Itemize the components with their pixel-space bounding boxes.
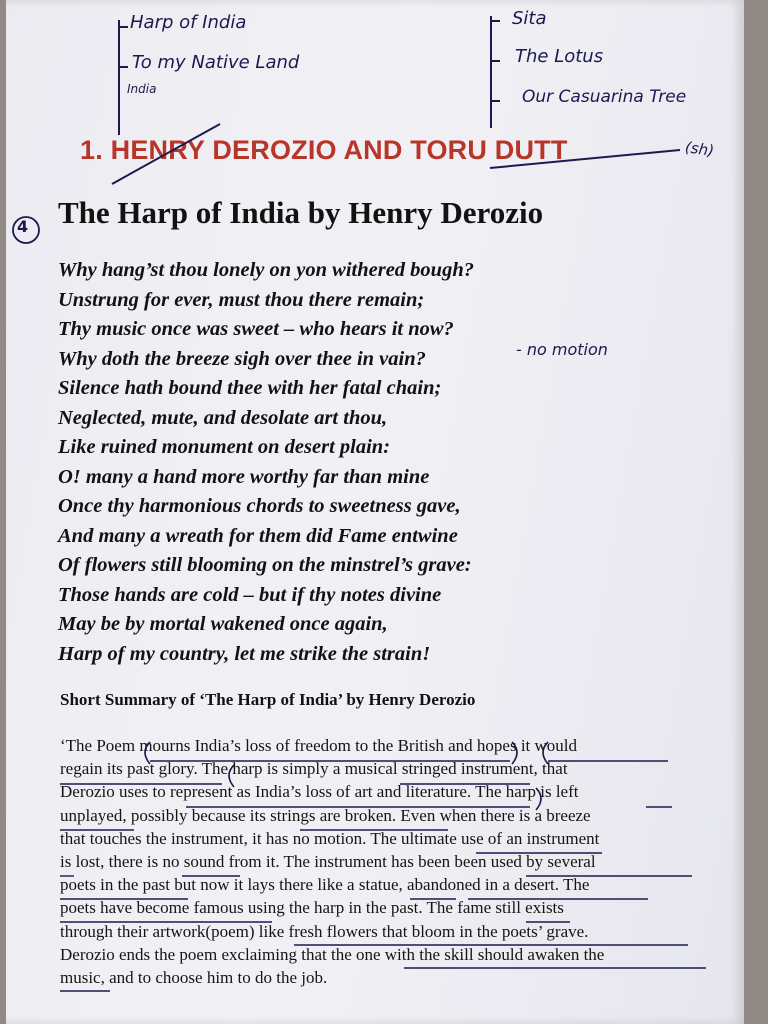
summary-line: regain its past glory. The harp is simply a musical stringed instrument, that [60, 759, 568, 779]
poem-line: Silence hath bound thee with her fatal chain; [58, 377, 442, 399]
star-mark: 4 [17, 217, 29, 236]
poem-line: Harp of my country, let me strike the strain! [58, 642, 431, 665]
right-bracket-tick [490, 20, 500, 22]
poem-title: The Harp of India by Henry Derozio [58, 195, 544, 230]
right-bracket-tick [490, 60, 500, 62]
note-harp-of-india: Harp of India [130, 12, 247, 33]
poem-line: May be by mortal wakened once again, [58, 613, 388, 635]
note-india: India [127, 82, 157, 96]
poem-line: Once thy harmonious chords to sweetness gave, [58, 495, 461, 517]
right-bracket-line [490, 16, 492, 128]
poem-line: Thy music once was sweet – who hears it now? [58, 318, 454, 340]
summary-line: ‘The Poem mourns India’s loss of freedom to the British and hopes it would [60, 736, 578, 755]
poem-line: And many a wreath for them did Fame entwine [58, 524, 458, 547]
poem-line: Why hang’st thou lonely on yon withered bough? [58, 259, 474, 281]
note-to-my-native-land: To my Native Land [132, 52, 300, 73]
summary-heading: Short Summary of ‘The Harp of India’ by Henry Derozio [60, 690, 476, 709]
summary-line: is lost, there is no sound from it. The instrument has been been used by several [60, 852, 596, 872]
note-sita: Sita [512, 8, 547, 29]
right-bracket-tick [490, 100, 500, 102]
poem-line: O! many a hand more worthy far than mine [58, 465, 430, 488]
summary-body [60, 734, 710, 989]
summary-line: Derozio uses to represent as India’s loss of art and literature. The harp is left [60, 782, 579, 802]
left-bracket-tick [118, 26, 128, 28]
poem-line: Unstrung for ever, must thou there remain; [58, 288, 425, 311]
summary-line: unplayed, possibly because its strings are broken. Even when there is a breeze [60, 805, 591, 825]
note-no-motion: - no motion [516, 340, 608, 359]
poem-line: Of flowers still blooming on the minstrel’s grave: [58, 554, 472, 576]
left-bracket-tick [118, 66, 128, 68]
chapter-heading: 1. HENRY DEROZIO AND TORU DUTT [80, 135, 568, 165]
note-heading-suffix: (sh) [683, 138, 716, 160]
summary-line: poets in the past but now it lays there like a statue, abandoned in a desert. The [60, 875, 590, 895]
note-our-casuarina-tree: Our Casuarina Tree [522, 87, 687, 107]
poem-line: Like ruined monument on desert plain: [58, 436, 391, 458]
summary-line: music, and to choose him to do the job. [60, 968, 328, 988]
summary-line: Derozio ends the poem exclaiming that the one with the skill should awaken the [60, 944, 605, 964]
poem-body [58, 256, 698, 669]
poem-line: Why doth the breeze sigh over thee in vain? [58, 347, 426, 370]
poem-line: Those hands are cold – but if thy notes divine [58, 583, 442, 606]
left-bracket-line [118, 20, 120, 135]
summary-line: through their artwork(poem) like fresh flowers that bloom in the poets’ grave. [60, 921, 589, 941]
summary-line: poets have become famous using the harp in the past. The fame still exists [60, 898, 564, 918]
note-the-lotus: The Lotus [515, 46, 604, 67]
summary-line: that touches the instrument, it has no motion. The ultimate use of an instrument [60, 828, 600, 848]
poem-line: Neglected, mute, and desolate art thou, [58, 406, 388, 429]
